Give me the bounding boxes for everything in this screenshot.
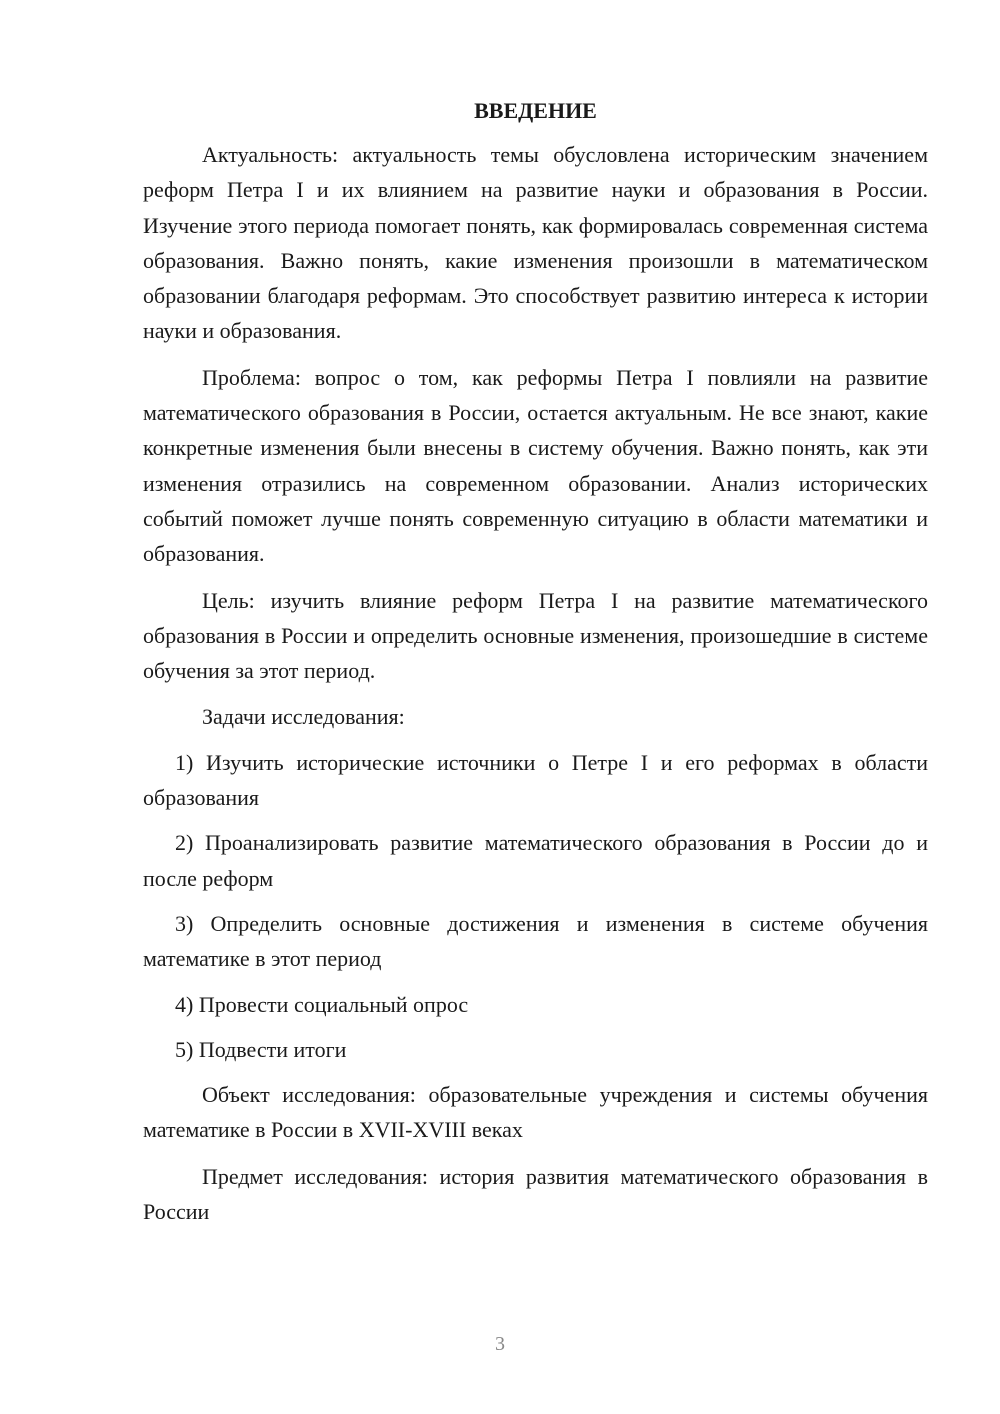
problem-paragraph: Проблема: вопрос о том, как реформы Петра I повлияли на развитие математического образования в России, остается актуальным. Не все знают, какие конкретные изменения были внесены в систему обучения. Важно понять, как эти изменения отразились на современном образовании. Анализ исторических событий поможет лучше понять современную ситуацию в области математики и образования. [143,364,928,567]
task-item: 1) Изучить исторические источники о Петре I и его реформах в области образования [143,749,928,811]
object-paragraph: Объект исследования: образовательные учреждения и системы обучения математике в России в XVII-XVIII веках [143,1082,928,1143]
task-item: 3) Определить основные достижения и изменения в системе обучения математике в этот период [143,910,928,972]
page-number: 3 [495,1333,505,1355]
page-title: ВВЕДЕНИЕ [474,98,597,123]
task-item: 4) Провести социальный опрос [175,991,469,1017]
subject-paragraph: Предмет исследования: история развития математического образования в России [143,1163,928,1225]
document-page [143,94,928,1240]
task-item: 5) Подвести итоги [175,1036,347,1062]
task-item: 2) Проанализировать развитие математического образования в России до и после реформ [143,830,928,891]
tasks-heading: Задачи исследования: [202,704,405,730]
goal-paragraph: Цель: изучить влияние реформ Петра I на развитие математического образования в России и определить основные изменения, произошедшие в системе обучения за этот период. [143,587,928,684]
relevance-paragraph: Актуальность: актуальность темы обусловлена историческим значением реформ Петра I и их влиянием на развитие науки и образования в России. Изучение этого периода помогает понять, как формировалась современная система образования. Важно понять, какие изменения произошли в математическом образовании благодаря реформам. Это способствует развитию интереса к истории науки и образования. [143,142,928,344]
